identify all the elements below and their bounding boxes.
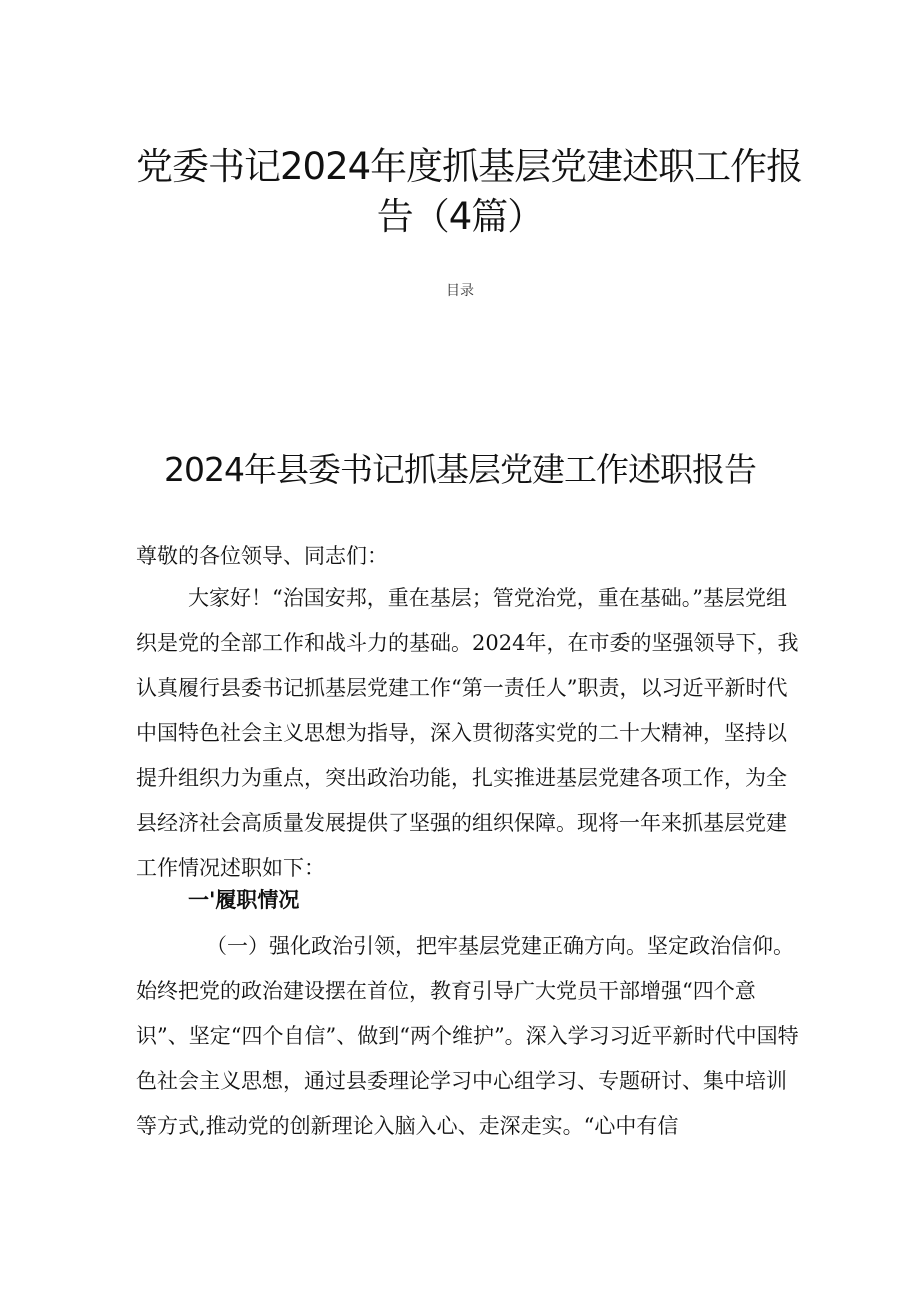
body-paragraph-2: （一）强化政治引领，把牢基层党建正确方向。坚定政治信仰。始终把党的政治建设摆在首位，教育引导广大党员干部增强“四个意识”、坚定“四个自信”、做到“两个维护”。深入学习习近平新时代中国特色社会主义思想，通过县委理论学习中心组学习、专题研讨、集中培训等方式,推动党的创新理论入脑入心、走深走实。“心中有信 [136, 934, 799, 1138]
body-paragraph-1: 大家好！“治国安邦，重在基层；管党治党，重在基础。”基层党组织是党的全部工作和战斗力的基础。2024年，在市委的坚强领导下，我认真履行县委书记抓基层党建工作“第一责任人”职责，以习近平新时代中国特色社会主义思想为指导，深入贯彻落实党的二十大精神，坚持以提升组织力为重点，突出政治功能，扎实推进基层党建各项工作，为全县经济社会高质量发展提供了坚强的组织保障。现将一年来抓基层党建工作情况述职如下： [136, 586, 799, 880]
table-of-contents-label: 目录 [446, 283, 474, 299]
document-title-line1: 党委书记2024年度抓基层党建述职工作报 [136, 145, 803, 188]
section-title: 2024年县委书记抓基层党建工作述职报告 [164, 450, 756, 489]
document-title-line2: 告（4篇） [376, 195, 544, 238]
heading-duty-performance: 一'履职情况 [188, 888, 300, 912]
salutation: 尊敬的各位领导、同志们： [136, 544, 388, 568]
